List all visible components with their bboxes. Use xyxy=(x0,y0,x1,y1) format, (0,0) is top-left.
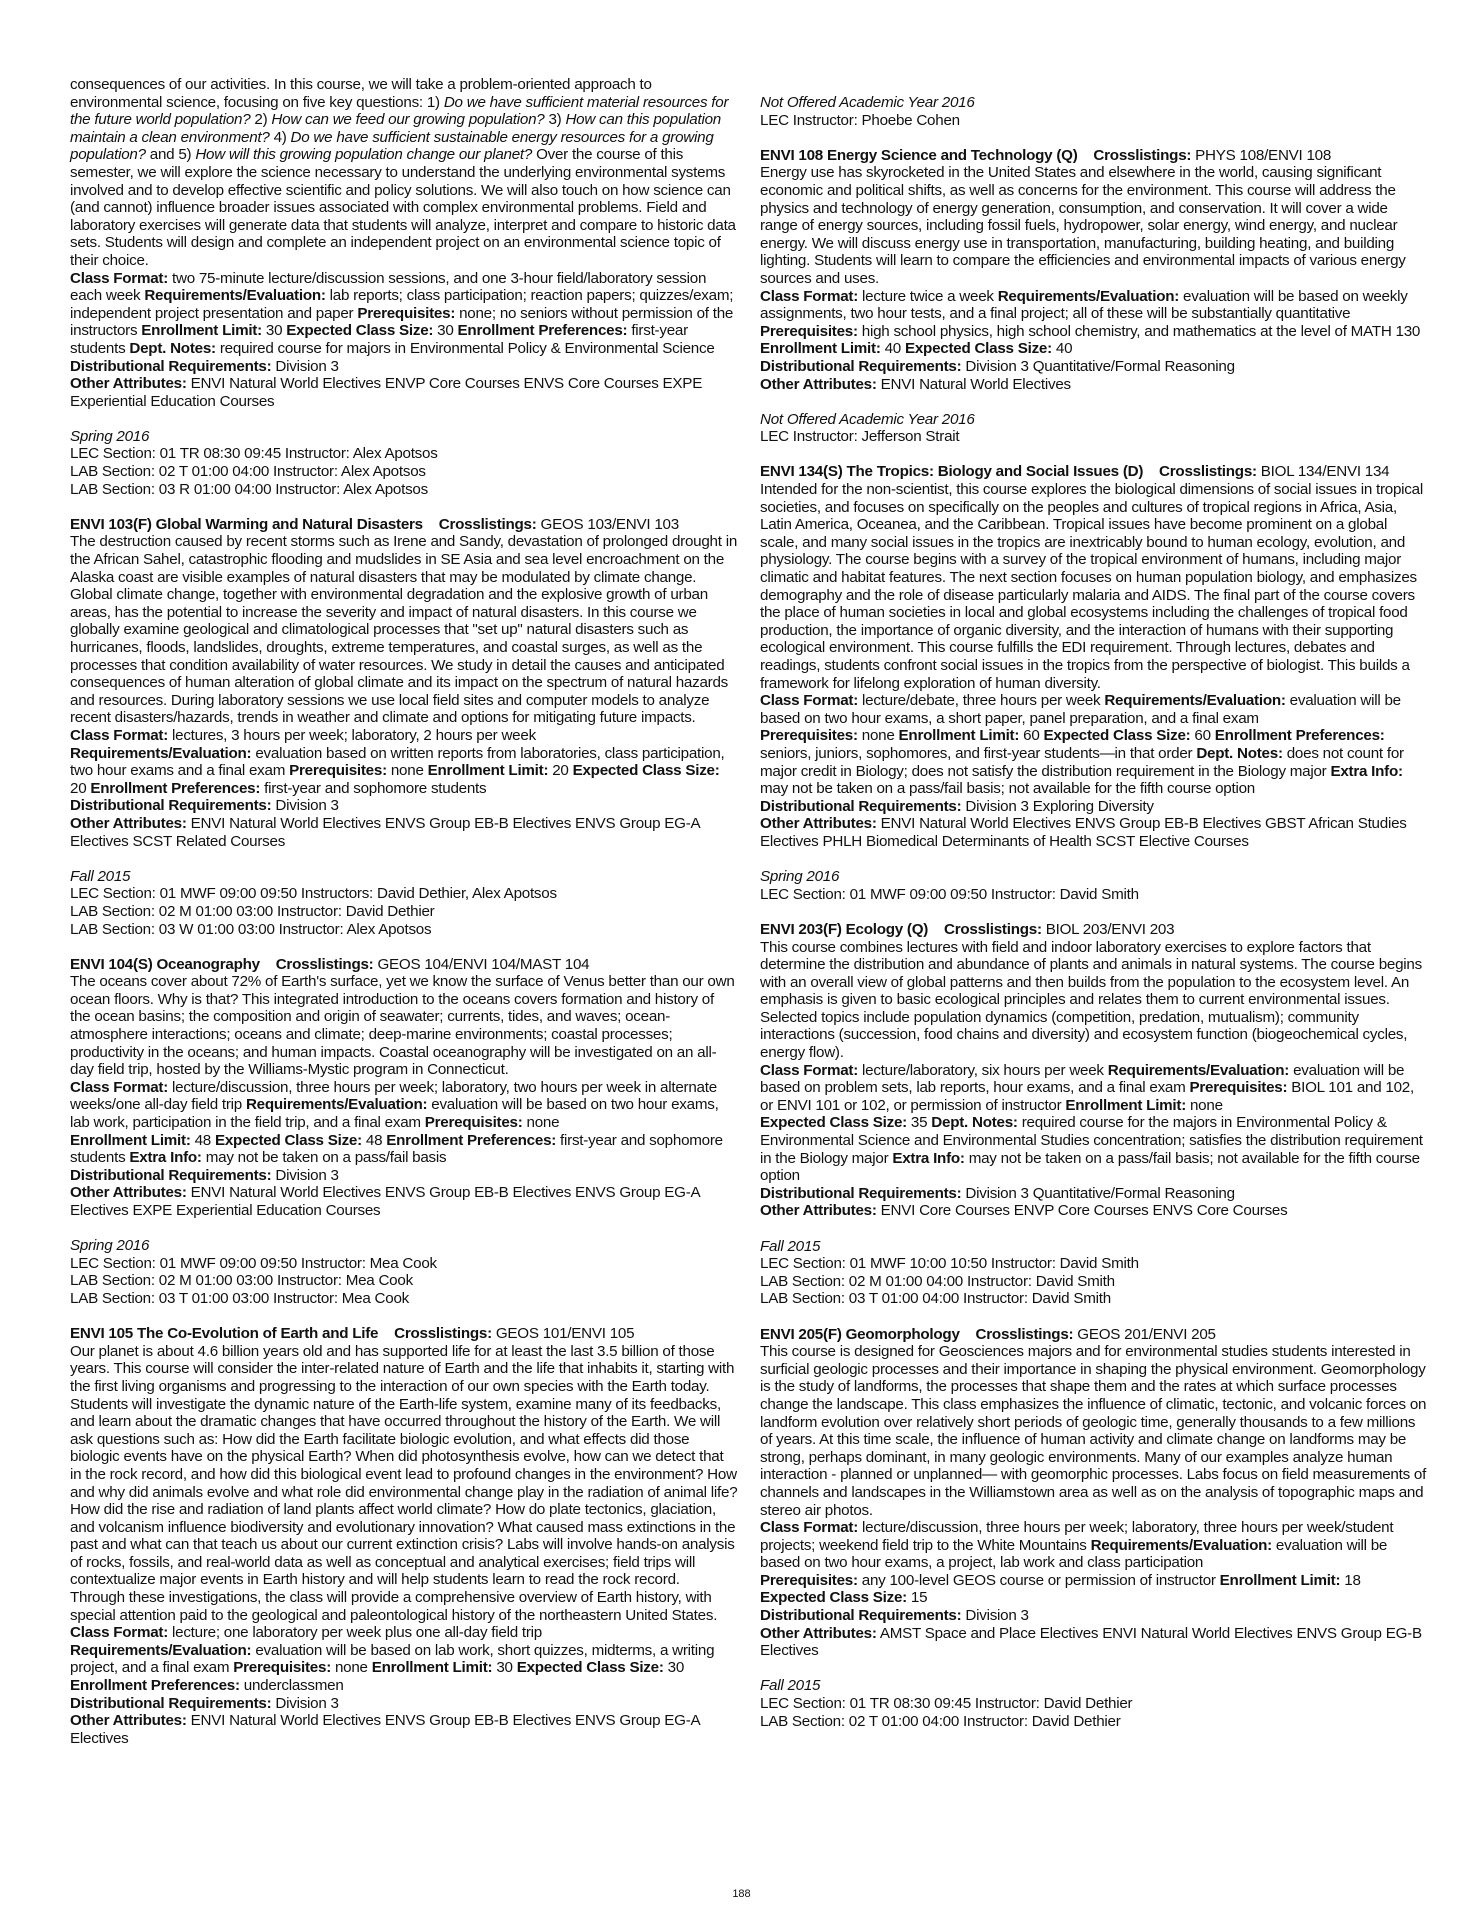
course-envi-205: ENVI 205(F) Geomorphology Crosslistings: GEOS 201/ENVI 205 This course is designed for Geosciences majors and for environmental studies students interested in surficial geologic processes and their importance in shaping the physical environment. Geomorphology is the study of landforms, the processes that shape them and the rates at which surface processes change the landscape. This class emphasizes the influence of climatic, tectonic, and volcanic forces on landform evolution over relatively short periods of geologic time, generally thousands to a few millions of years. At this time scale, the influence of human activity and climate change on landforms may be strong, perhaps dominant, in many geologic environments. Many of our examples analyze human interaction - planned or unplanned— with geomorphic processes. Labs focus on field measurements of channels and landscapes in the Williamstown area as well as on the analysis of topographic maps and stereo air photos. Class Format: lecture/discussion, three hours per week; laboratory, three hours per week/student projects; weekend field trip to the White Mountains Requirements/Evaluation: evaluation will be based on two hour exams, a project, lab work and class participation Prerequisites: any 100-level GEOS course or permission of instructor Enrollment Limit: 18 Expected Class Size: 15 Distributional Requirements: Division 3 Other Attributes: AMST Space and Place Electives ENVI Natural World Electives ENVS Group EG-B Electives xyxy=(760,1325,1427,1660)
section-schedule: Not Offered Academic Year 2016 LEC Instructor: Phoebe Cohen xyxy=(760,94,975,129)
course-envi-104: ENVI 104(S) Oceanography Crosslistings: GEOS 104/ENVI 104/MAST 104 The oceans cover about 72% of Earth's surface, yet we know the surface of Venus better than our own ocean floors. Why is that? This integrated introduction to the oceans covers formation and history of the ocean basins; the composition and origin of seawater; currents, tides, and waves; ocean-atmosphere interactions; oceans and climate; deep-marine environments; coastal processes; productivity in the oceans; and human impacts. Coastal oceanography will be investigated on an all-day field trip, hosted by the Williams-Mystic program in Connecticut. Class Format: lecture/discussion, three hours per week; laboratory, two hours per week in alternate weeks/one all-day field trip Requirements/Evaluation: evaluation will be based on two hour exams, lab work, participation in the field trip, and a final exam Prerequisites: none Enrollment Limit: 48 Expected Class Size: 48 Enrollment Preferences: first-year and sophomore students Extra Info: may not be taken on a pass/fail basis Distributional Requirements: Division 3 Other Attributes: ENVI Natural World Electives ENVS Group EB-B Electives ENVS Group EG-A Electives EXPE Experiential Education Courses xyxy=(70,955,735,1219)
section-schedule: Not Offered Academic Year 2016 LEC Instructor: Jefferson Strait xyxy=(760,410,975,446)
course-title: ENVI 205(F) Geomorphology xyxy=(760,1325,960,1343)
course-envi-203: ENVI 203(F) Ecology (Q) Crosslistings: BIOL 203/ENVI 203 This course combines lectures with field and indoor laboratory exercises to explore factors that determine the distribution and abundance of plants and animals in natural systems. The course begins with an overall view of global patterns and then builds from the population to the ecosystem level. An emphasis is given to basic ecological principles and relates them to current environmental issues. Selected topics include population dynamics (competition, predation, mutualism); community interactions (succession, food chains and diversity) and ecosystem function (biogeochemical cycles, energy flow). Class Format: lecture/laboratory, six hours per week Requirements/Evaluation: evaluation will be based on problem sets, lab reports, hour exams, and a final exam Prerequisites: BIOL 101 and 102, or ENVI 101 or 102, or permission of instructor Enrollment Limit: none Expected Class Size: 35 Dept. Notes: required course for the majors in Environmental Policy & Environmental Science and Environmental Studies concentration; satisfies the distribution requirement in the Biology major Extra Info: may not be taken on a pass/fail basis; not available for the fifth course option Distributional Requirements: Division 3 Quantitative/Formal Reasoning Other Attributes: ENVI Core Courses ENVP Core Courses ENVS Core Courses xyxy=(760,920,1423,1220)
course-envi-103: ENVI 103(F) Global Warming and Natural Disasters Crosslistings: GEOS 103/ENVI 103 The destruction caused by recent storms such as Irene and Sandy, devastation of prolonged drought in the African Sahel, catastrophic flooding and mudslides in SE Asia and sea level encroachment on the Alaska coast are visible examples of natural disasters that may be modulated by climate change. Global climate change, together with environmental degradation and the explosive growth of urban areas, has the potential to increase the severity and impact of natural disasters. In this course we globally examine geological and climatological processes that "set up" natural disasters such as hurricanes, floods, landslides, droughts, extreme temperatures, and coastal surges, as well as the processes that condition availability of water resources. We study in detail the causes and anticipated consequences of human alteration of global climate and its impact on the spectrum of natural hazards and resources. During laboratory sessions we use local field sites and computer models to analyze recent disasters/hazards, trends in weather and climate and options for mitigating future impacts. Class Format: lectures, 3 hours per week; laboratory, 2 hours per week Requirements/Evaluation: evaluation based on written reports from laboratories, class participation, two hour exams and a final exam Prerequisites: none Enrollment Limit: 20 Expected Class Size: 20 Enrollment Preferences: first-year and sophomore students Distributional Requirements: Division 3 Other Attributes: ENVI Natural World Electives ENVS Group EB-B Electives ENVS Group EG-A Electives SCST Related Courses xyxy=(70,515,738,850)
course-title: ENVI 103(F) Global Warming and Natural Disasters xyxy=(70,515,423,533)
left-column xyxy=(70,76,738,1747)
course-title: ENVI 105 The Co-Evolution of Earth and Life xyxy=(70,1325,379,1343)
page-number: 188 xyxy=(732,1888,751,1900)
course-title: ENVI 104(S) Oceanography xyxy=(70,955,260,973)
section-schedule: Fall 2015 LEC Section: 01 MWF 09:00 09:50 Instructors: David Dethier, Alex Apotsos LAB Section: 02 M 01:00 03:00 Instructor: David Dethier LAB Section: 03 W 01:00 03:00 Instructor: Alex Apotsos xyxy=(70,867,557,938)
section-schedule: Spring 2016 LEC Section: 01 MWF 09:00 09:50 Instructor: Mea Cook LAB Section: 02 M 01:00 03:00 Instructor: Mea Cook LAB Section: 03 T 01:00 03:00 Instructor: Mea Cook xyxy=(70,1237,437,1307)
section-schedule: Spring 2016 LEC Section: 01 TR 08:30 09:45 Instructor: Alex Apotsos LAB Section: 02 T 01:00 04:00 Instructor: Alex Apotsos LAB Section: 03 R 01:00 04:00 Instructor: Alex Apotsos xyxy=(70,427,438,498)
course-continuation-intro: consequences of our activities. In this course, we will take a problem-oriented approach to environmental science, focusing on five key questions: 1) Do we have sufficient material resources for the future world population? 2) How can we feed our growing population? 3) How can this population maintain a clean environment? 4) Do we have sufficient sustainable energy resources for a growing population? and 5) How will this growing population change our planet? Over the course of this semester, we will explore the science necessary to understand the underlying environmental systems involved and to develop effective scientific and policy solutions. We will also touch on how science can (and cannot) influence broader issues associated with complex environmental problems. Field and laboratory exercises will generate data that students will analyze, interpret and compare to historic data sets. Students will design and complete an independent project on an environmental science topic of their choice. Class Format: two 75-minute lecture/discussion sessions, and one 3-hour field/laboratory session each week Requirements/Evaluation: lab reports; class participation; reaction papers; quizzes/exam; independent project presentation and paper Prerequisites: none; no seniors without permission of the instructors Enrollment Limit: 30 Expected Class Size: 30 Enrollment Preferences: first-year students Dept. Notes: required course for majors in Environmental Policy & Environmental Science Distributional Requirements: Division 3 Other Attributes: ENVI Natural World Electives ENVP Core Courses ENVS Core Courses EXPE Experiential Education Courses xyxy=(70,76,736,410)
right-column xyxy=(760,94,1428,1730)
course-title: ENVI 134(S) The Tropics: Biology and Social Issues (D) xyxy=(760,463,1144,481)
section-schedule: Spring 2016 LEC Section: 01 MWF 09:00 09:50 Instructor: David Smith xyxy=(760,868,1139,903)
section-schedule: Fall 2015 LEC Section: 01 TR 08:30 09:45 Instructor: David Dethier LAB Section: 02 T 01:00 04:00 Instructor: David Dethier xyxy=(760,1677,1133,1730)
course-envi-105: ENVI 105 The Co-Evolution of Earth and Life Crosslistings: GEOS 101/ENVI 105 Our planet is about 4.6 billion years old and has supported life for at least the last 3.5 billion of those years. This course will consider the inter-related nature of Earth and the life that inhabits it, starting with the first living organisms and progressing to the interaction of our own species with the Earth today. Students will investigate the dynamic nature of the Earth-life system, examine many of its feedbacks, and learn about the dramatic changes that have occurred throughout the history of the Earth. We will ask questions such as: How did the Earth facilitate biologic evolution, and what effects did those biologic events have on the physical Earth? When did photosynthesis evolve, how can we detect that in the rock record, and how did this biological event lead to profound changes in the environment? How and why did animals evolve and what role did environmental change play in the radiation of animal life? How did the rise and radiation of land plants affect world climate? How do plate tectonics, glaciation, and volcanism influence biodiversity and evolutionary innovation? What caused mass extinctions in the past and what can that teach us about our current extinction crisis? Labs will involve hands-on analysis of rocks, fossils, and real-world data as well as conceptual and analytical exercises; field trips will contextualize major events in Earth history and will help students learn to read the rock record. Through these investigations, the class will provide a comprehensive overview of Earth history, with special attention paid to the geological and paleontological history of the northeastern United States. Class Format: lecture; one laboratory per week plus one all-day field trip Requirements/Evaluation: evaluation will be based on lab work, short quizzes, midterms, a writing project, and a final exam Prerequisites: none Enrollment Limit: 30 Expected Class Size: 30 Enrollment Preferences: underclassmen Distributional Requirements: Division 3 Other Attributes: ENVI Natural World Electives ENVS Group EB-B Electives ENVS Group EG-A Electives xyxy=(70,1325,738,1747)
course-envi-134: ENVI 134(S) The Tropics: Biology and Social Issues (D) Crosslistings: BIOL 134/ENVI 134 Intended for the non-scientist, this course explores the biological dimensions of social issues in tropical societies, and focuses on specifically on the peoples and cultures of tropical regions in Africa, Asia, Latin America, Oceanea, and the Caribbean. Tropical issues have become prominent on a global scale, and many social issues in the tropics are inextricably bound to human ecology, evolution, and physiology. The course begins with a survey of the tropical environment of humans, including major climatic and habitat features. The next section focuses on human population biology, and emphasizes demography and the role of disease particularly malaria and AIDS. The final part of the course covers the place of human societies in local and global ecosystems including the challenges of tropical food production, the importance of organic diversity, and the interaction of humans with their supporting ecological environment. This course fulfills the EDI requirement. Through lectures, debates and readings, students confront social issues in the tropics from the perspective of biologist. This builds a framework for lifelong exploration of human diversity. Class Format: lecture/debate, three hours per week Requirements/Evaluation: evaluation will be based on two hour exams, a short paper, panel preparation, and a final exam Prerequisites: none Enrollment Limit: 60 Expected Class Size: 60 Enrollment Preferences: seniors, juniors, sophomores, and first-year students—in that order Dept. Notes: does not count for major credit in Biology; does not satisfy the distribution requirement in the Biology major Extra Info: may not be taken on a pass/fail basis; not available for the fifth course option Distributional Requirements: Division 3 Exploring Diversity Other Attributes: ENVI Natural World Electives ENVS Group EB-B Electives GBST African Studies Electives PHLH Biomedical Determinants of Health SCST Elective Courses xyxy=(760,463,1423,850)
course-title: ENVI 203(F) Ecology (Q) xyxy=(760,920,929,938)
section-schedule: Fall 2015 LEC Section: 01 MWF 10:00 10:50 Instructor: David Smith LAB Section: 02 M 01:00 04:00 Instructor: David Smith LAB Section: 03 T 01:00 04:00 Instructor: David Smith xyxy=(760,1237,1139,1308)
course-title: ENVI 108 Energy Science and Technology (Q) xyxy=(760,146,1078,164)
course-envi-108: ENVI 108 Energy Science and Technology (Q) Crosslistings: PHYS 108/ENVI 108 Energy use has skyrocketed in the United States and elsewhere in the world, causing significant economic and political shifts, as well as concerns for the environment. This course will address the physics and technology of energy generation, consumption, and conservation. It will cover a wide range of energy sources, including fossil fuels, hydropower, solar energy, wind energy, and nuclear energy. We will discuss energy use in transportation, manufacturing, building heating, and building lighting. Students will learn to compare the efficiencies and environmental impacts of various energy sources and uses. Class Format: lecture twice a week Requirements/Evaluation: evaluation will be based on weekly assignments, two hour tests, and a final project; all of these will be substantially quantitative Prerequisites: high school physics, high school chemistry, and mathematics at the level of MATH 130 Enrollment Limit: 40 Expected Class Size: 40 Distributional Requirements: Division 3 Quantitative/Formal Reasoning Other Attributes: ENVI Natural World Electives xyxy=(760,146,1421,393)
